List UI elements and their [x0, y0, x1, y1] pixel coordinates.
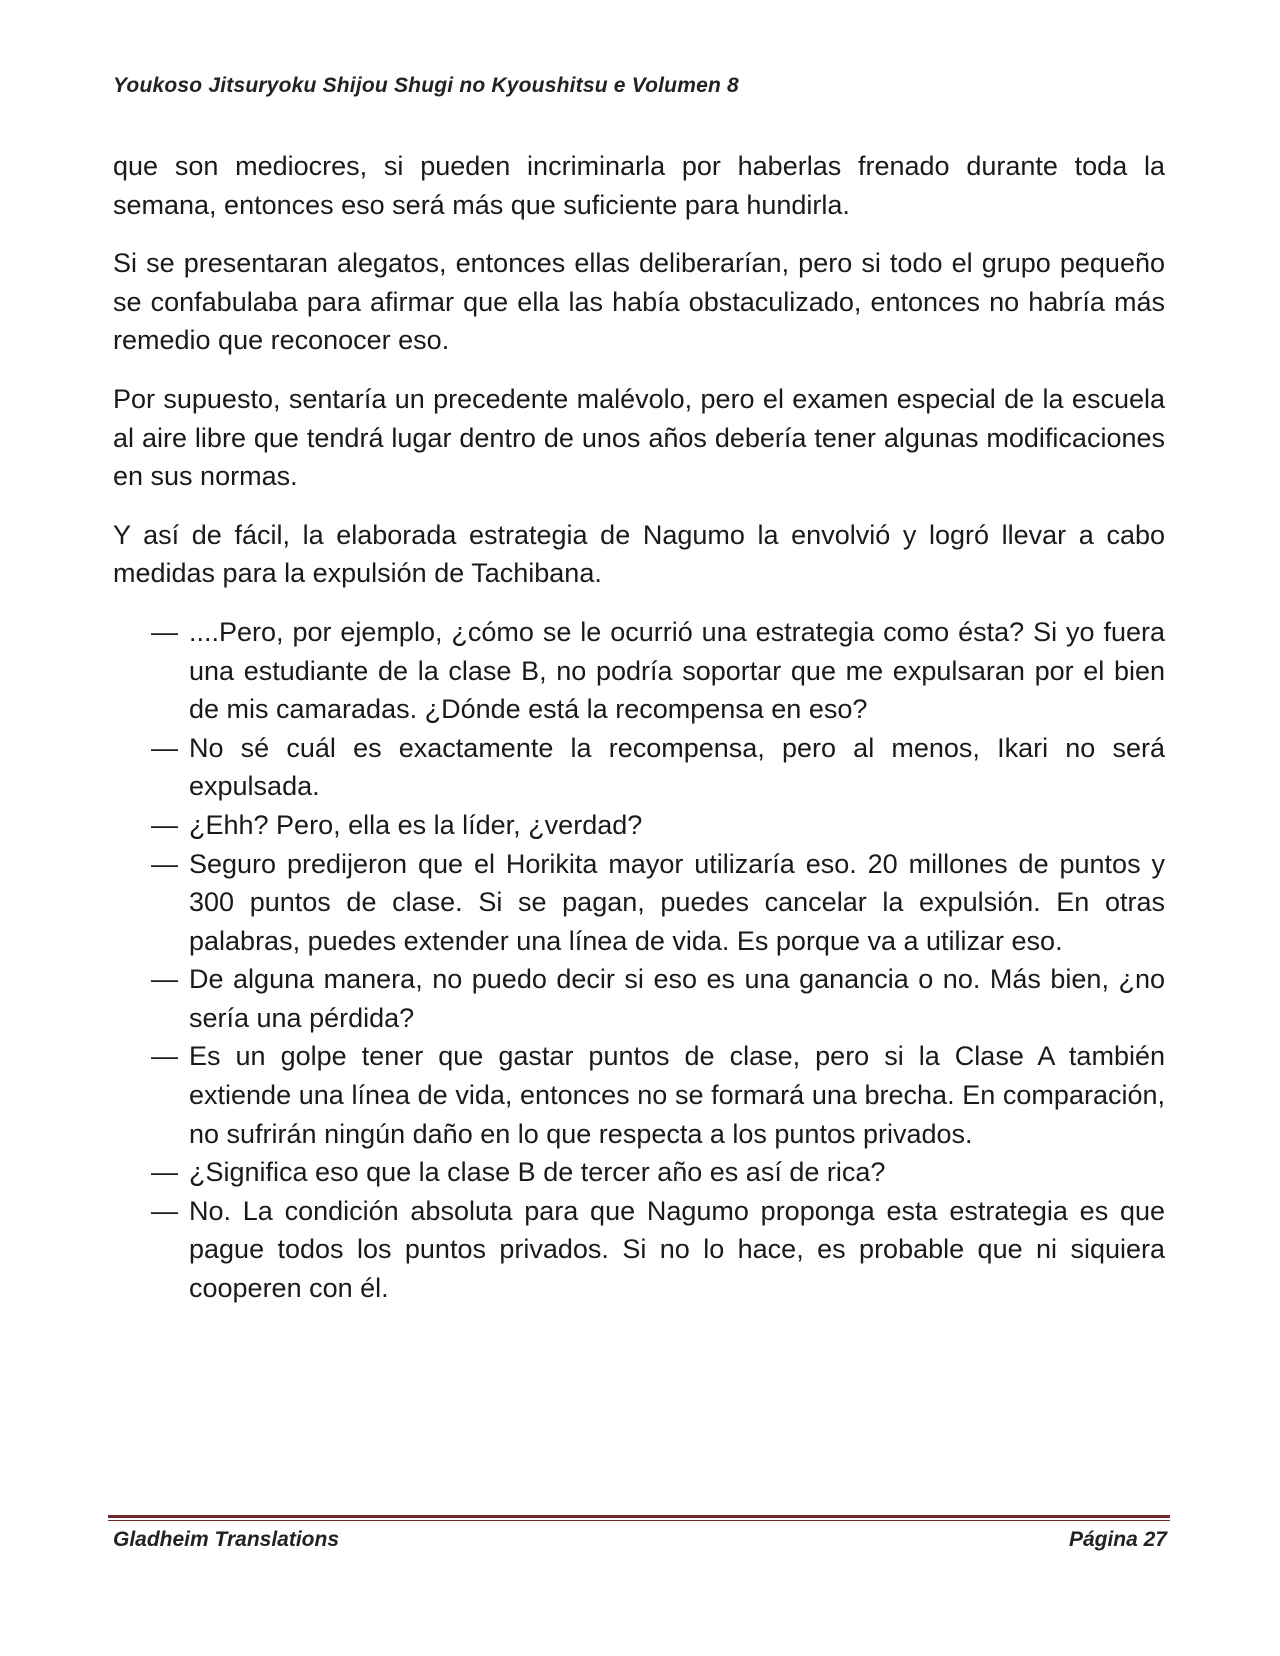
dialogue-text: Es un golpe tener que gastar puntos de clase, pero si la Clase A también extiende una línea de vida, entonces no se formará una brecha. En comparación, no sufrirán ningún daño en lo que respecta a los puntos privados. — [189, 1041, 1165, 1149]
body-text — [113, 147, 1165, 1308]
em-dash: — — [151, 1041, 178, 1072]
em-dash: — — [151, 964, 178, 995]
dialogue-text: ¿Significa eso que la clase B de tercer año es así de rica? — [189, 1157, 886, 1188]
dialogue-text: ....Pero, por ejemplo, ¿cómo se le ocurrió una estrategia como ésta? Si yo fuera una estudiante de la clase B, no podría soportar que me expulsaran por el bien de mis camaradas. ¿Dónde está la recompensa en eso? — [189, 616, 1165, 725]
page-header-title: Youkoso Jitsuryoku Shijou Shugi no Kyoushitsu e Volumen 8 — [113, 74, 739, 97]
dialogue-text: No sé cuál es exactamente la recompensa, pero al menos, Ikari no será expulsada. — [189, 732, 1165, 802]
footer-publisher: Gladheim Translations — [113, 1528, 340, 1551]
dialogue-line — [113, 806, 1165, 845]
dialogue-text: Seguro predijeron que el Horikita mayor utilizaría eso. 20 millones de puntos y 300 puntos de clase. Si se pagan, puedes cancelar la expulsión. En otras palabras, puedes extender una línea de vida. Es porque va a utilizar eso. — [189, 848, 1165, 956]
em-dash: — — [151, 1195, 178, 1226]
paragraph: Si se presentaran alegatos, entonces ellas deliberarían, pero si todo el grupo pequeño se confabulaba para afirmar que ella las había obstaculizado, entonces no habría más remedio que reconocer eso. — [113, 248, 1165, 356]
dialogue-line — [113, 613, 1165, 729]
em-dash: — — [151, 732, 178, 763]
em-dash: — — [151, 616, 178, 647]
dialogue-line — [113, 1153, 1165, 1192]
paragraph: Por supuesto, sentaría un precedente malévolo, pero el examen especial de la escuela al aire libre que tendrá lugar dentro de unos años debería tener algunas modificaciones en sus normas. — [113, 383, 1165, 492]
dialogue-line — [113, 1037, 1165, 1153]
em-dash: — — [151, 809, 178, 840]
paragraph: Y así de fácil, la elaborada estrategia de Nagumo la envolvió y logró llevar a cabo medidas para la expulsión de Tachibana. — [113, 519, 1165, 589]
dialogue-text: No. La condición absoluta para que Nagumo proponga esta estrategia es que pague todos los puntos privados. Si no lo hace, es probable que ni siquiera cooperen con él. — [189, 1195, 1165, 1304]
dialogue-text: De alguna manera, no puedo decir si eso es una ganancia o no. Más bien, ¿no sería una pérdida? — [189, 964, 1165, 1033]
dialogue-text: ¿Ehh? Pero, ella es la líder, ¿verdad? — [189, 809, 643, 840]
paragraph: que son mediocres, si pueden incriminarla por haberlas frenado durante toda la semana, entonces eso será más que suficiente para hundirla. — [113, 151, 1165, 220]
footer-divider — [108, 1515, 1170, 1521]
em-dash: — — [151, 1157, 178, 1188]
dialogue-line — [113, 729, 1165, 806]
dialogue-line — [113, 845, 1165, 961]
dialogue-line — [113, 1192, 1165, 1308]
footer-page-number: Página 27 — [1068, 1528, 1167, 1551]
em-dash: — — [151, 848, 178, 879]
dialogue-list — [113, 613, 1165, 1308]
dialogue-line — [113, 960, 1165, 1037]
